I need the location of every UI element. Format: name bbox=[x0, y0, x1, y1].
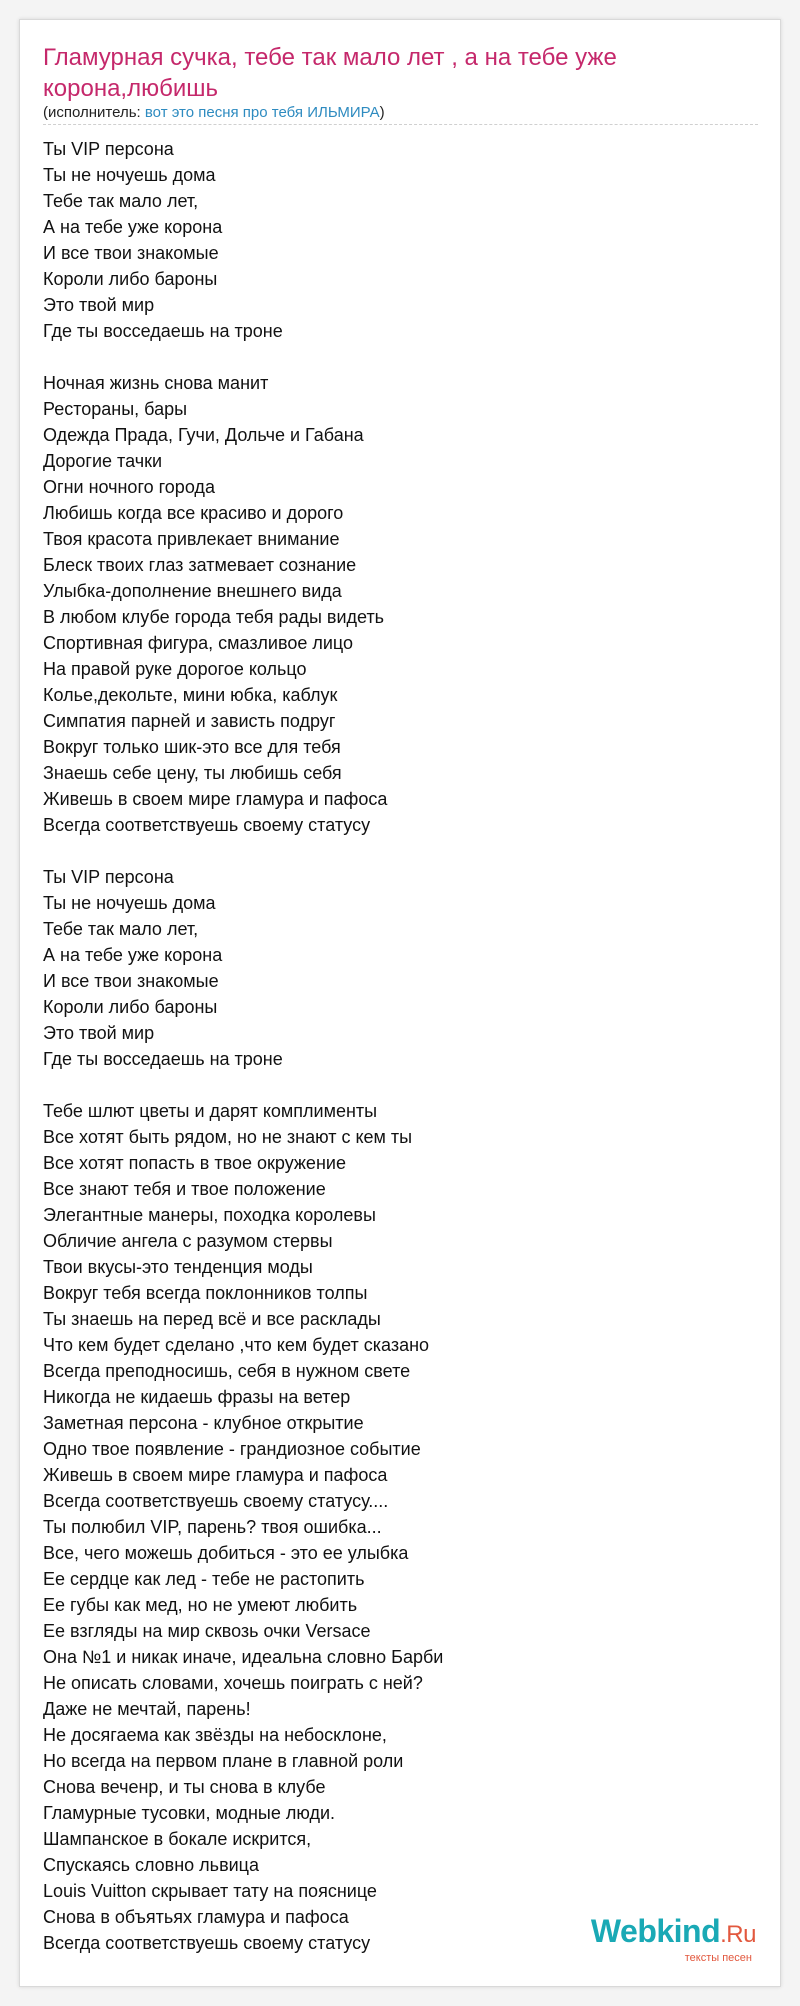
lyric-line: Ты VIP персона bbox=[43, 139, 174, 159]
lyric-line: Все, чего можешь добиться - это ее улыбка bbox=[43, 1543, 409, 1563]
lyrics-body bbox=[43, 136, 743, 1956]
lyric-line: И все твои знакомые bbox=[43, 971, 219, 991]
lyric-line: Огни ночного города bbox=[43, 477, 215, 497]
lyric-line: Улыбка-дополнение внешнего вида bbox=[43, 581, 342, 601]
lyric-line: Это твой мир bbox=[43, 1023, 155, 1043]
lyric-line: Не досягаема как звёзды на небосклоне, bbox=[43, 1725, 387, 1745]
lyric-line: А на тебе уже корона bbox=[43, 945, 223, 965]
logo-name: Webkind bbox=[590, 1913, 721, 1949]
lyrics-card bbox=[19, 19, 781, 1987]
lyric-line: Знаешь себе цену, ты любишь себя bbox=[43, 763, 342, 783]
lyric-line: Тебе так мало лет, bbox=[43, 191, 199, 211]
lyric-line: Ты полюбил VIP, парень? твоя ошибка... bbox=[43, 1517, 382, 1537]
lyric-line: Колье,декольте, мини юбка, каблук bbox=[43, 685, 338, 705]
lyric-line: Одежда Прада, Гучи, Дольче и Габана bbox=[43, 425, 364, 445]
lyric-line: Одно твое появление - грандиозное событие bbox=[43, 1439, 421, 1459]
logo-tagline: тексты песен bbox=[684, 1952, 752, 1964]
lyric-line: Симпатия парней и зависть подруг bbox=[43, 711, 336, 731]
lyric-line: Короли либо бароны bbox=[43, 997, 218, 1017]
stanza-break bbox=[43, 838, 743, 864]
lyric-line: Обличие ангела с разумом стервы bbox=[43, 1231, 333, 1251]
lyric-line: Не описать словами, хочешь поиграть с ней? bbox=[43, 1673, 423, 1693]
lyric-line: И все твои знакомые bbox=[43, 243, 219, 263]
lyric-line: Где ты восседаешь на троне bbox=[43, 1049, 283, 1069]
lyric-line: Все хотят попасть в твое окружение bbox=[43, 1153, 346, 1173]
lyric-line: Любишь когда все красиво и дорого bbox=[43, 503, 344, 523]
lyric-line: Блеск твоих глаз затмевает сознание bbox=[43, 555, 357, 575]
artist-line bbox=[43, 103, 385, 123]
lyric-line: Тебе шлют цветы и дарят комплименты bbox=[43, 1101, 378, 1121]
lyric-line: Твоя красота привлекает внимание bbox=[43, 529, 340, 549]
lyric-line: Где ты восседаешь на троне bbox=[43, 321, 283, 341]
lyric-line: А на тебе уже корона bbox=[43, 217, 223, 237]
lyric-line: Короли либо бароны bbox=[43, 269, 218, 289]
lyric-line: Вокруг только шик-это все для тебя bbox=[43, 737, 341, 757]
lyric-line: Спускаясь словно львица bbox=[43, 1855, 259, 1875]
stanza-break bbox=[43, 344, 743, 370]
lyric-line: Рестораны, бары bbox=[43, 399, 188, 419]
lyric-line: Всегда соответствуешь своему статусу bbox=[43, 815, 371, 835]
title-divider bbox=[43, 124, 758, 125]
site-logo[interactable] bbox=[591, 1914, 756, 1964]
lyric-line: Элегантные манеры, походка королевы bbox=[43, 1205, 376, 1225]
lyric-line: Живешь в своем мире гламура и пафоса bbox=[43, 1465, 388, 1485]
lyric-line: Ты не ночуешь дома bbox=[43, 893, 216, 913]
lyric-line: Живешь в своем мире гламура и пафоса bbox=[43, 789, 388, 809]
lyric-line: Вокруг тебя всегда поклонников толпы bbox=[43, 1283, 368, 1303]
lyric-line: Гламурные тусовки, модные люди. bbox=[43, 1803, 336, 1823]
lyric-line: Снова веченр, и ты снова в клубе bbox=[43, 1777, 326, 1797]
lyric-line: Всегда соответствуешь своему статусу bbox=[43, 1933, 371, 1953]
lyric-line: Даже не мечтай, парень! bbox=[43, 1699, 251, 1719]
artist-prefix: (исполнитель: bbox=[43, 104, 145, 121]
logo-tld: .Ru bbox=[720, 1921, 756, 1948]
lyric-line: Ее взгляды на мир сквозь очки Versace bbox=[43, 1621, 371, 1641]
lyric-line: Что кем будет сделано ,что кем будет сказано bbox=[43, 1335, 430, 1355]
lyric-line: Тебе так мало лет, bbox=[43, 919, 199, 939]
lyric-line: Шампанское в бокале искрится, bbox=[43, 1829, 312, 1849]
lyric-line: Но всегда на первом плане в главной роли bbox=[43, 1751, 404, 1771]
lyric-line: На правой руке дорогое кольцо bbox=[43, 659, 307, 679]
lyric-line: Твои вкусы-это тенденция моды bbox=[43, 1257, 313, 1277]
lyric-line: Все хотят быть рядом, но не знают с кем ты bbox=[43, 1127, 413, 1147]
lyric-line: Louis Vuitton скрывает тату на пояснице bbox=[43, 1881, 377, 1901]
song-title: Гламурная сучка, тебе так мало лет , а на тебе уже корона,любишь bbox=[43, 44, 617, 102]
lyric-line: Ты не ночуешь дома bbox=[43, 165, 216, 185]
lyric-line: Все знают тебя и твое положение bbox=[43, 1179, 326, 1199]
lyric-line: Спортивная фигура, смазливое лицо bbox=[43, 633, 354, 653]
lyric-line: Ее губы как мед, но не умеют любить bbox=[43, 1595, 358, 1615]
artist-link[interactable]: вот это песня про тебя ИЛЬМИРА bbox=[144, 104, 380, 121]
lyric-line: Ее сердце как лед - тебе не растопить bbox=[43, 1569, 365, 1589]
lyric-line: Снова в объятьях гламура и пафоса bbox=[43, 1907, 349, 1927]
lyric-line: Всегда преподносишь, себя в нужном свете bbox=[43, 1361, 411, 1381]
lyric-line: Ты VIP персона bbox=[43, 867, 174, 887]
lyric-line: В любом клубе города тебя рады видеть bbox=[43, 607, 385, 627]
logo-wordmark bbox=[591, 1914, 756, 1952]
lyric-line: Заметная персона - клубное открытие bbox=[43, 1413, 364, 1433]
lyric-line: Дорогие тачки bbox=[43, 451, 163, 471]
lyric-line: Ночная жизнь снова манит bbox=[43, 373, 269, 393]
lyric-line: Всегда соответствуешь своему статусу.... bbox=[43, 1491, 389, 1511]
lyric-line: Это твой мир bbox=[43, 295, 155, 315]
lyric-line: Никогда не кидаешь фразы на ветер bbox=[43, 1387, 351, 1407]
stanza-break bbox=[43, 1072, 743, 1098]
lyric-line: Ты знаешь на перед всё и все расклады bbox=[43, 1309, 381, 1329]
artist-suffix: ) bbox=[379, 104, 385, 121]
lyric-line: Она №1 и никак иначе, идеальна словно Барби bbox=[43, 1647, 444, 1667]
